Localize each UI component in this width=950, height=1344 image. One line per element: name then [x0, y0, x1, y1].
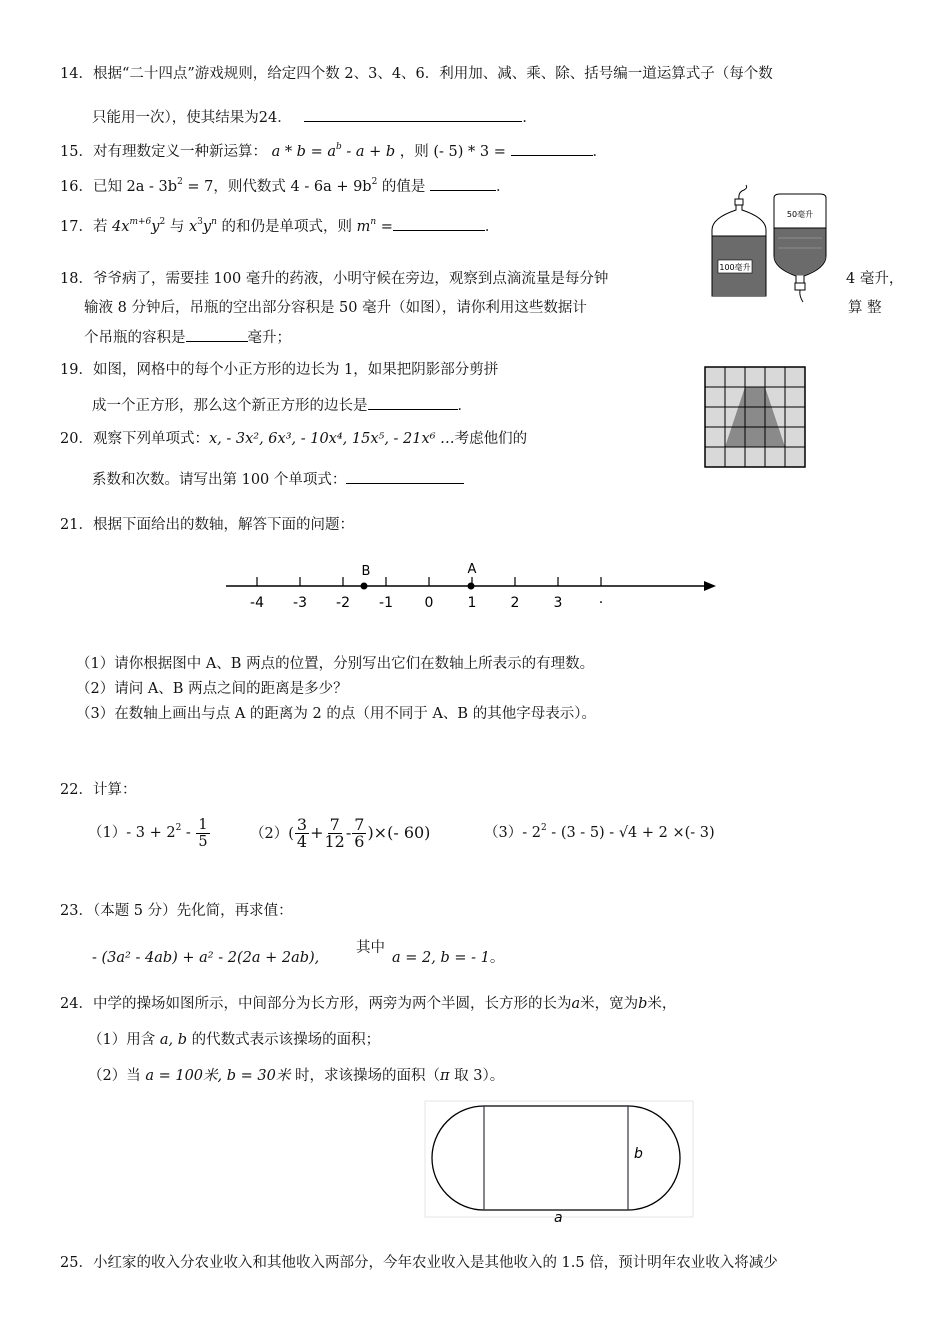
q23-title: 23．（本题 5 分）先化简，再求值： [60, 903, 293, 919]
label-a: a [554, 1210, 563, 1224]
tick-label: -1 [379, 595, 393, 611]
q23-expr: - (3a² - 4ab) + a² - 2(2a + 2ab), [92, 950, 320, 966]
q22-title: 22．计算： [60, 782, 137, 798]
q15: 15．对有理数定义一种新运算： $a * b = a^b - a + b$ ，则 (- 5) * 3 = ． [60, 142, 607, 160]
q22-part2: （2）( $\frac{3}{4}$ + $\frac{7}{12}$ - $\frac{7}{6}$ )×(- 60) [250, 815, 431, 851]
number-line [220, 555, 720, 615]
q24-line1: 24．中学的操场如图所示，中间部分为长方形，两旁为两个半圆，长方形的长为a米，宽为b米， [60, 996, 677, 1012]
q18-answer-blank[interactable] [186, 327, 248, 342]
q20-answer-blank[interactable] [346, 469, 464, 484]
tick-label: -4 [250, 595, 264, 611]
playground-figure [424, 1100, 694, 1224]
q17-answer-blank[interactable] [393, 216, 485, 231]
grid-figure [704, 366, 806, 468]
q24-sub1: （1）用含 a, b 的代数式表示该操场的面积； [88, 1032, 381, 1048]
q21-sub1: （1）请你根据图中 A、B 两点的位置，分别写出它们在数轴上所表示的有理数。 [76, 656, 595, 672]
point-a-dot [468, 583, 475, 590]
q22-part3: （3）- $2^2 - (3 - 5) - √4 + 2$ ×(- 3) [484, 823, 715, 841]
q14-line1: 14．根据“二十四点”游戏规则，给定四个数 2、3、4、6．利用加、减、乘、除、括号编一道运算式子（每个数 [60, 66, 773, 82]
q18-line1: 18．爷爷病了，需要挂 100 毫升的药液，小明守候在旁边，观察到点滴流量是每分钟 [60, 271, 609, 287]
q23-values: a = 2, b = - 1。 [392, 950, 505, 966]
tick-label: -3 [293, 595, 307, 611]
fraction-1-5: $\frac{1}{5}$ [198, 816, 208, 850]
q25-line1: 25．小红家的收入分农业收入和其他收入两部分，今年农业收入是其他收入的 1.5 倍，预计明年农业收入将减少 [60, 1255, 778, 1271]
q19-answer-blank[interactable] [368, 395, 458, 410]
right-bottle-label: 50毫升 [786, 210, 814, 219]
tick-label: · [598, 595, 604, 611]
iv-bottles-figure [704, 184, 846, 304]
q16: 16．已知 $2a - 3b^2 = 7$，则代数式 $4 - 6a + 9b^2$ 的值是 ． [60, 177, 511, 195]
q18-line2b: 算 整 [848, 300, 882, 316]
q21-sub2: （2）请问 A、B 两点之间的距离是多少？ [76, 681, 348, 697]
q19-line2: 成一个正方形，那么这个新正方形的边长是 ． [92, 395, 472, 416]
q18-line3: 个吊瓶的容积是 毫升； [84, 327, 291, 348]
playground-border [425, 1101, 693, 1217]
q15-answer-blank[interactable] [511, 141, 593, 156]
point-b-dot [361, 583, 368, 590]
tick-label: 0 [424, 595, 434, 611]
tick-label: 2 [510, 595, 520, 611]
q21-title: 21．根据下面给出的数轴，解答下面的问题： [60, 517, 354, 533]
tick-label: 1 [467, 595, 477, 611]
right-bottle-liquid [775, 228, 826, 276]
q23-where: 其中 [356, 940, 385, 956]
q24-sub2: （2）当 a = 100米, b = 30米 时，求该操场的面积（π 取 3）。 [88, 1068, 505, 1084]
label-b: b [634, 1146, 643, 1162]
q21-sub3: （3）在数轴上画出与点 A 的距离为 2 的点（用不同于 A、B 的其他字母表示）。 [76, 706, 596, 722]
number-line-arrow [704, 581, 716, 591]
q16-answer-blank[interactable] [430, 176, 496, 191]
q20-line2: 系数和次数。请写出第 100 个单项式： [92, 469, 464, 490]
point-a-label: A [467, 562, 477, 577]
q14-line2: 只能用一次），使其结果为24． ． [92, 107, 537, 128]
q18-line2: 输液 8 分钟后，吊瓶的空出部分容积是 50 毫升（如图），请你利用这些数据计 [84, 300, 587, 316]
point-b-label: B [361, 564, 371, 579]
q19-line1: 19．如图，网格中的每个小正方形的边长为 1，如果把阴影部分剪拼 [60, 362, 499, 378]
q17: 17．若 $4x^{m+6}y^2$ 与 $x^3y^n$ 的和仍是单项式，则 $m^n$ = ． [60, 217, 500, 235]
q20-line1: 20．观察下列单项式：x, - 3x², 6x³, - 10x⁴, 15x⁵, - 21x⁶ …考虑他们的 [60, 431, 528, 447]
q14-answer-blank[interactable] [304, 107, 522, 122]
left-bottle-label: 100毫升 [719, 263, 751, 272]
tick-label: 3 [553, 595, 563, 611]
q22-part1: （1）- $3 + 2^2$ - $\frac{1}{5}$ [88, 816, 208, 850]
q18-line1b: 4 毫升， [846, 271, 904, 287]
tick-label: -2 [336, 595, 350, 611]
